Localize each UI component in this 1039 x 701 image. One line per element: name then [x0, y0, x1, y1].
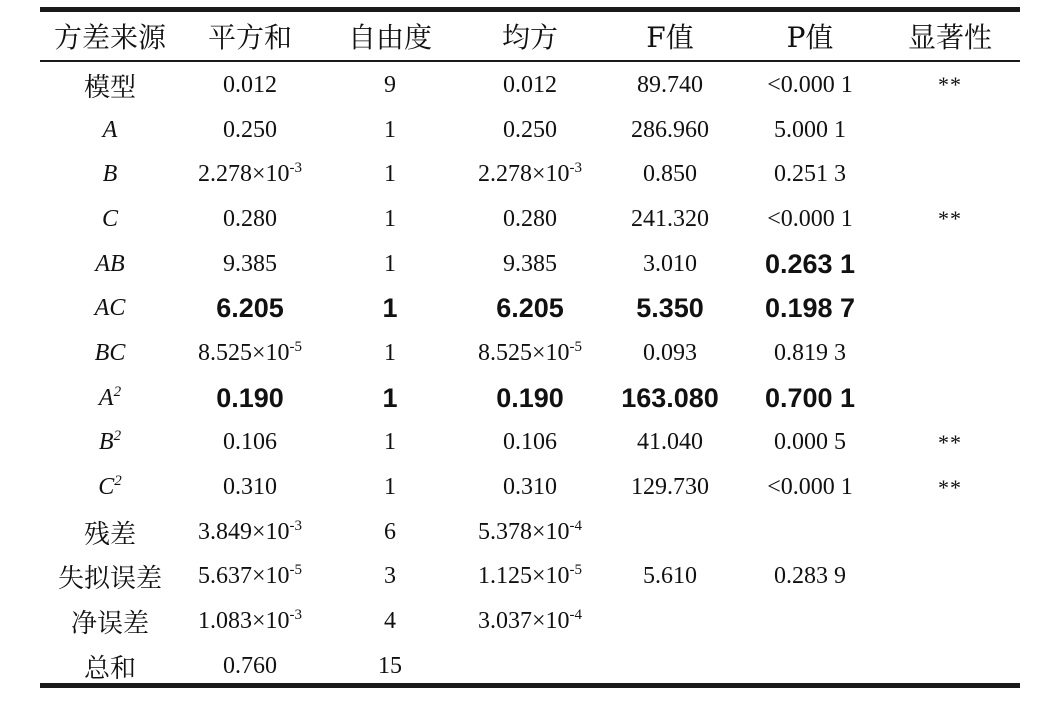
ms-mantissa: 2.278×10 [477, 161, 570, 188]
row-f [600, 599, 740, 644]
row-source: 模型 [83, 72, 136, 103]
table-row [40, 60, 1020, 108]
row-ms: 0.106 [503, 429, 557, 456]
ms-mantissa: 5.378×10 [477, 518, 570, 545]
ss-mantissa: 1.083×10 [197, 608, 290, 635]
row-source: 失拟误差 [57, 564, 162, 595]
row-source: 残差 [83, 519, 136, 550]
row-df: 1 [384, 250, 396, 277]
row-source: BC [94, 339, 126, 366]
header-f-value: F值 [646, 21, 694, 54]
row-f: 241.320 [631, 205, 709, 232]
row-ss: 0.760 [223, 652, 277, 679]
table-row [40, 465, 1020, 510]
table-row [40, 242, 1020, 287]
row-df: 4 [384, 608, 396, 635]
row-p: <0.000 1 [767, 205, 853, 232]
source-base: C [98, 474, 115, 501]
row-source [40, 421, 180, 466]
row-ms: 6.205 [496, 293, 564, 324]
header-degrees-of-freedom: 自由度 [347, 21, 432, 54]
row-p: <0.000 1 [767, 71, 853, 98]
ms-mantissa: 1.125×10 [477, 563, 570, 590]
row-df: 15 [378, 652, 402, 679]
header-mean-square: 均方 [501, 21, 558, 54]
row-p [740, 510, 880, 555]
row-ms [460, 644, 600, 689]
row-ms: 9.385 [503, 250, 557, 277]
row-df: 1 [384, 161, 396, 188]
row-ss: 9.385 [223, 250, 277, 277]
row-source: C [101, 205, 118, 232]
row-f: 129.730 [631, 474, 709, 501]
ms-exponent: -4 [569, 607, 583, 624]
ms-exponent: -5 [569, 562, 583, 579]
table-row [40, 197, 1020, 242]
table-row [40, 599, 1020, 644]
ms-exponent: -3 [569, 160, 583, 177]
ss-exponent: -5 [289, 562, 303, 579]
row-source: A [102, 116, 118, 143]
ss-mantissa: 3.849×10 [197, 518, 290, 545]
row-ss [180, 152, 320, 197]
row-p: 0.283 9 [774, 563, 846, 590]
source-exponent: 2 [113, 428, 122, 445]
row-significance [880, 555, 1020, 600]
row-ms [460, 510, 600, 555]
row-df: 6 [384, 518, 396, 545]
row-ss: 0.190 [216, 382, 284, 413]
ss-mantissa: 2.278×10 [197, 161, 290, 188]
row-significance: ** [938, 474, 962, 500]
row-df: 3 [384, 563, 396, 590]
row-significance [880, 644, 1020, 689]
row-p: 0.198 7 [764, 293, 856, 324]
row-p: 0.251 3 [774, 161, 846, 188]
header-row [40, 12, 1020, 60]
row-ss [180, 510, 320, 555]
source-base: A [98, 384, 114, 411]
row-ms: 0.012 [503, 71, 557, 98]
row-source: 总和 [83, 653, 136, 684]
ss-exponent: -5 [289, 338, 303, 355]
row-f: 286.960 [631, 116, 709, 143]
row-source: B [102, 161, 118, 188]
row-ss: 6.205 [216, 293, 284, 324]
table-row [40, 286, 1020, 331]
row-f [600, 510, 740, 555]
row-ms [460, 152, 600, 197]
row-f: 5.350 [636, 293, 704, 324]
row-f: 3.010 [643, 250, 697, 277]
row-f: 0.093 [643, 339, 697, 366]
row-f: 5.610 [643, 563, 697, 590]
row-ms: 0.190 [496, 382, 564, 413]
row-f [600, 644, 740, 689]
ms-mantissa: 8.525×10 [477, 339, 570, 366]
row-ms [460, 331, 600, 376]
row-ss: 0.012 [223, 71, 277, 98]
row-df: 1 [382, 382, 398, 413]
row-df: 1 [384, 116, 396, 143]
row-f: 89.740 [637, 71, 703, 98]
row-p: 0.700 1 [764, 382, 856, 413]
row-ms: 0.250 [503, 116, 557, 143]
row-p [740, 599, 880, 644]
row-p [740, 644, 880, 689]
table-row [40, 555, 1020, 600]
anova-table [40, 12, 1020, 689]
row-source [40, 465, 180, 510]
header-p-value: P值 [786, 21, 834, 54]
row-ss [180, 555, 320, 600]
row-significance [880, 331, 1020, 376]
table-row [40, 421, 1020, 466]
table-row [40, 152, 1020, 197]
row-ms: 0.310 [503, 474, 557, 501]
row-source: AC [94, 295, 126, 322]
ss-mantissa: 8.525×10 [197, 339, 290, 366]
row-p: 0.263 1 [764, 248, 856, 279]
row-ms [460, 599, 600, 644]
row-ss: 0.250 [223, 116, 277, 143]
header-source: 方差来源 [53, 21, 166, 54]
row-p: 5.000 1 [774, 116, 846, 143]
row-significance [880, 152, 1020, 197]
row-source [40, 376, 180, 421]
ms-mantissa: 3.037×10 [477, 608, 570, 635]
row-df: 1 [384, 474, 396, 501]
row-p: 0.819 3 [774, 339, 846, 366]
ss-exponent: -3 [289, 517, 303, 534]
row-df: 1 [384, 205, 396, 232]
row-f: 163.080 [621, 382, 719, 413]
row-ms: 0.280 [503, 205, 557, 232]
ms-exponent: -4 [569, 517, 583, 534]
source-exponent: 2 [113, 383, 122, 400]
table-row [40, 376, 1020, 421]
header-sum-of-squares: 平方和 [207, 21, 292, 54]
row-significance: ** [938, 206, 962, 232]
row-source: AB [95, 250, 125, 277]
source-exponent: 2 [114, 473, 122, 490]
row-significance [880, 286, 1020, 331]
row-significance [880, 242, 1020, 287]
row-significance: ** [938, 429, 962, 455]
row-significance: ** [938, 72, 962, 98]
ss-exponent: -3 [289, 160, 303, 177]
table-row [40, 510, 1020, 555]
row-df: 1 [384, 339, 396, 366]
row-df: 1 [382, 293, 398, 324]
row-significance [880, 108, 1020, 153]
ss-exponent: -3 [289, 607, 303, 624]
row-ss: 0.106 [223, 429, 277, 456]
table-row [40, 108, 1020, 153]
row-significance [880, 599, 1020, 644]
header-significance: 显著性 [907, 21, 992, 54]
ss-mantissa: 5.637×10 [197, 563, 290, 590]
row-df: 1 [384, 429, 396, 456]
table-row [40, 331, 1020, 376]
row-f: 0.850 [643, 161, 697, 188]
row-p: 0.000 5 [774, 429, 846, 456]
row-p: <0.000 1 [767, 474, 853, 501]
row-df: 9 [384, 71, 396, 98]
row-ss: 0.280 [223, 205, 277, 232]
row-ms [460, 555, 600, 600]
source-base: B [98, 429, 114, 456]
row-source: 净误差 [70, 609, 149, 640]
row-f: 41.040 [637, 429, 703, 456]
row-significance [880, 376, 1020, 421]
ms-exponent: -5 [569, 338, 583, 355]
row-ss [180, 599, 320, 644]
row-significance [880, 510, 1020, 555]
table-row [40, 644, 1020, 689]
row-ss [180, 331, 320, 376]
row-ss: 0.310 [223, 474, 277, 501]
